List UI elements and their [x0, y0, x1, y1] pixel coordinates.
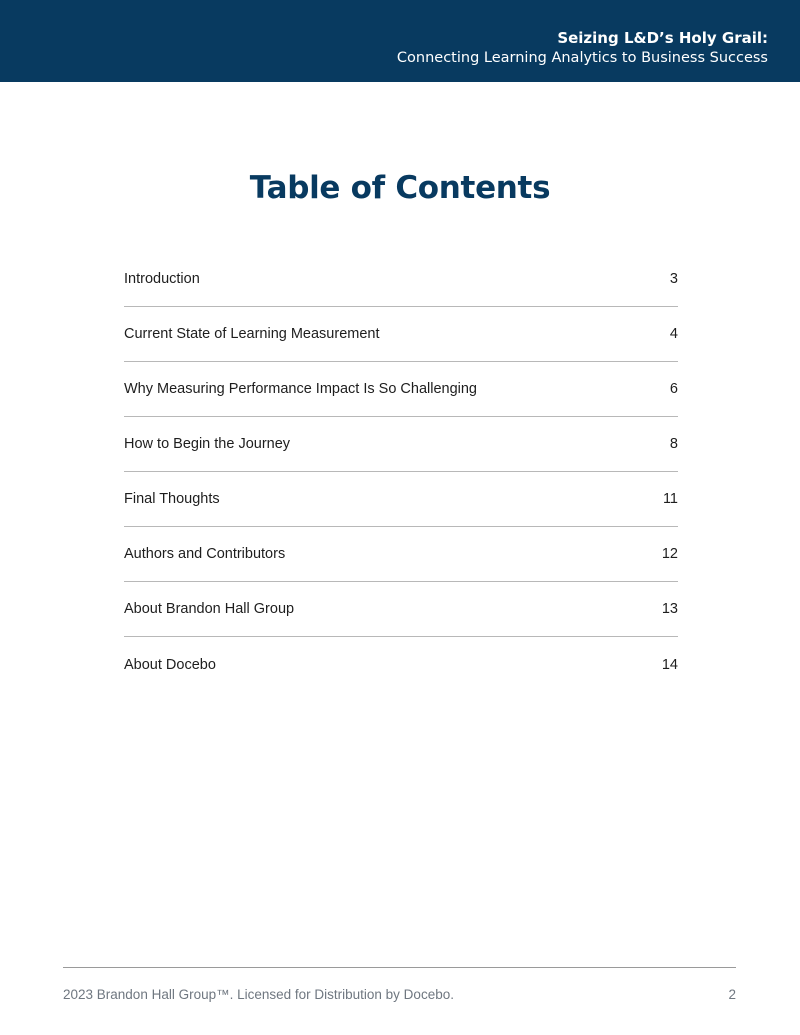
- toc-entry-current-state[interactable]: [124, 307, 678, 362]
- toc-entry-final-thoughts[interactable]: [124, 472, 678, 527]
- page-title: Table of Contents: [249, 170, 551, 206]
- report-title: Seizing L&D’s Holy Grail:: [557, 29, 768, 47]
- toc-entry-about-docebo[interactable]: [124, 637, 678, 692]
- toc-entry-label: Introduction: [124, 271, 200, 287]
- footer-page-number: 2: [728, 987, 736, 1002]
- toc-entry-page: 6: [669, 381, 678, 397]
- toc-entry-authors[interactable]: [124, 527, 678, 582]
- toc-entry-how-to-begin[interactable]: [124, 417, 678, 472]
- toc-entry-label: Final Thoughts: [124, 491, 220, 507]
- toc-entry-introduction[interactable]: [124, 252, 678, 307]
- toc-entry-page: 14: [661, 656, 678, 673]
- toc-entry-page: 12: [661, 546, 678, 562]
- toc-entry-about-brandon-hall[interactable]: [124, 582, 678, 637]
- toc-entry-label: About Brandon Hall Group: [124, 601, 295, 617]
- footer-divider: [63, 967, 736, 968]
- header-banner: [0, 0, 800, 82]
- toc-entry-label: Authors and Contributors: [124, 546, 286, 562]
- toc-entry-page: 4: [669, 326, 678, 342]
- toc-entry-page: 3: [669, 271, 678, 287]
- toc-entry-label: About Docebo: [124, 656, 216, 673]
- toc-entry-label: Why Measuring Performance Impact Is So Challenging: [124, 381, 477, 397]
- table-of-contents: [124, 252, 678, 692]
- toc-entry-why-measuring[interactable]: [124, 362, 678, 417]
- toc-entry-page: 13: [661, 601, 678, 617]
- toc-entry-label: How to Begin the Journey: [124, 436, 291, 452]
- toc-entry-page: 8: [669, 436, 678, 452]
- toc-entry-page: 11: [662, 491, 678, 507]
- toc-entry-label: Current State of Learning Measurement: [124, 326, 380, 342]
- footer-copyright: 2023 Brandon Hall Group™. Licensed for Distribution by Docebo.: [63, 987, 454, 1002]
- report-subtitle: Connecting Learning Analytics to Business Success: [396, 50, 768, 66]
